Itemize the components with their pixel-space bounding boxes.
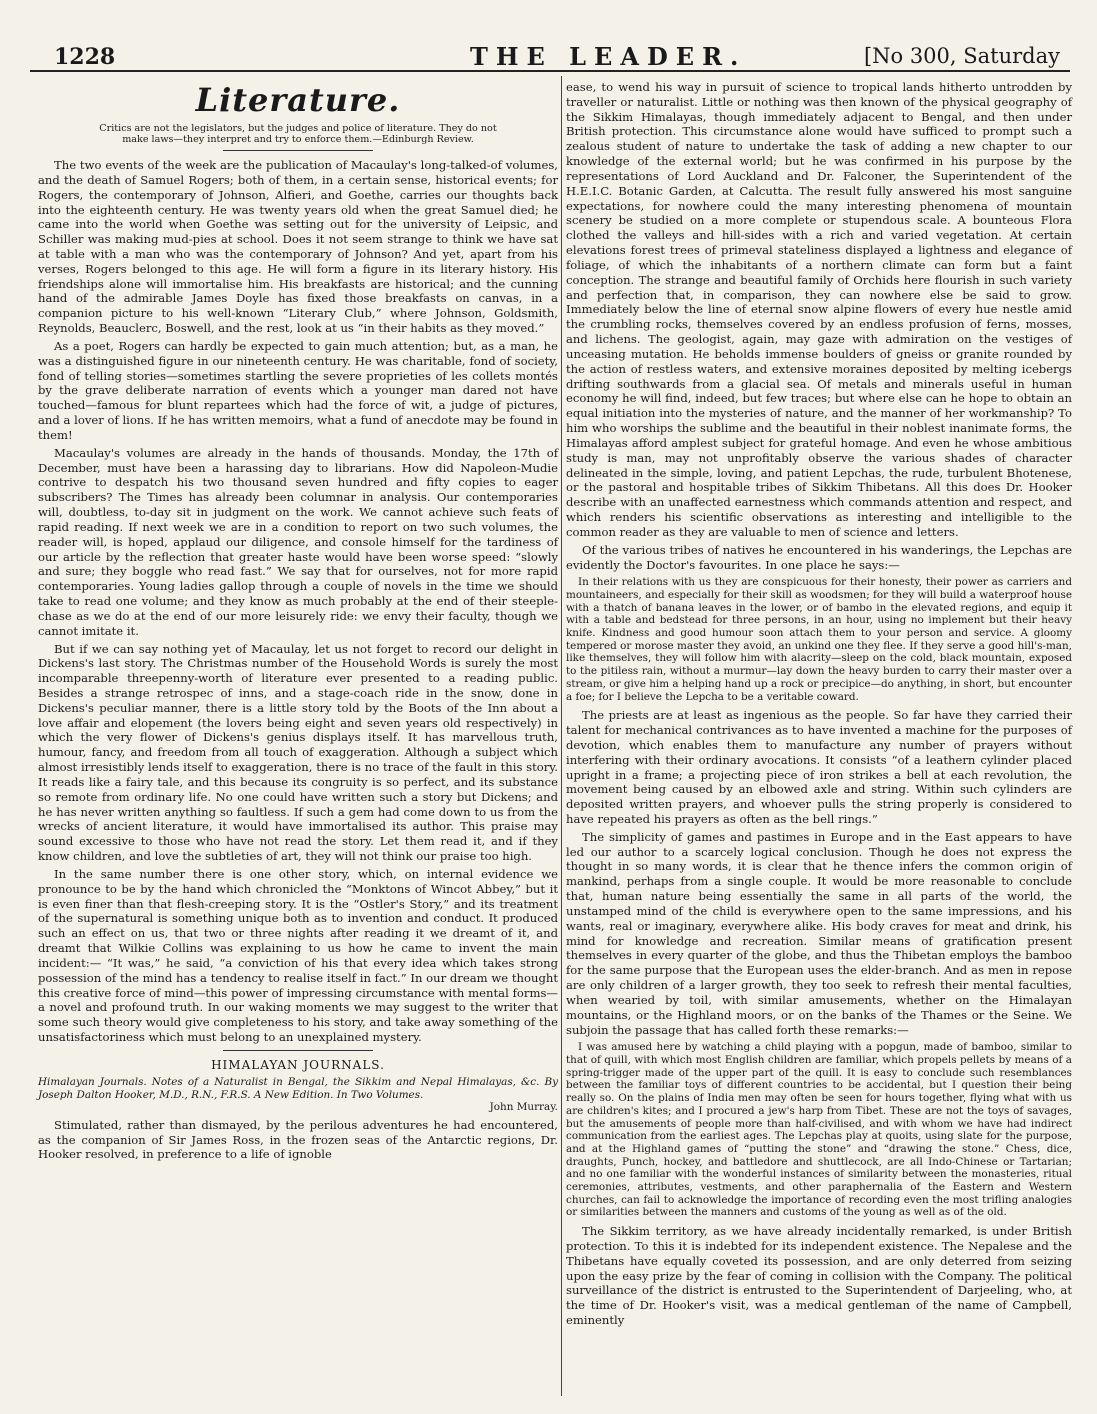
block-quote	[566, 1041, 1072, 1219]
left-column	[38, 78, 558, 1165]
section-rule	[223, 150, 373, 151]
section-title: Literature.	[195, 81, 401, 119]
paragraph: ease, to wend his way in pursuit of science to tropical lands hitherto untrodden by traveller or naturalist. Little or nothing was then known of the physical geography of the Sikkim Himalayas, though immediately adjacent to Bengal, and then under British protection. This circumstance alone would have sufficed to prompt such a zealous student of nature to undertake the task of adding a new chapter to our knowledge of the external world; but he was confirmed in his purpose by the representations of Lord Auckland and Dr. Falconer, the Superintendent of the H.E.I.C. Botanic Garden, at Calcutta. The result fully answered his most sanguine expectations, for nowhere could the many interesting phenomena of mountain scenery be studied on a more complete or stupendous scale. A bounteous Flora clothed the valleys and hill-sides with a rich and varied vegetation. At certain elevations forest trees of primeval stateliness displayed a lightness and elegance of foliage, of which the inhabitants of a northern climate can form but a faint conception. The strange and beautiful family of Orchids here flourish in such variety and perfection that, in comparison, they can nowhere else be said to grow. Immediately below the line of eternal snow alpine flowers of every hue nestle amid the crumbling rocks, themselves covered by an endless profusion of ferns, mosses, and lichens. The geologist, again, may gaze with admiration on the vestiges of unceasing mutation. He beholds immense boulders of gneiss or granite rounded by the action of restless waters, and extensive moraines deposited by melting icebergs drifting southwards from a glacial sea. Of metals and minerals useful in human economy he will find, indeed, but few traces; but where else can he hope to obtain an equal initiation into the mysteries of nature, and the manner of her workmanship? To him who worships the sublime and the beautiful in their noblest inanimate forms, the Himalayas afford amplest subject for grateful homage. And even he whose ambitious study is man, may not unprofitably observe the various shades of character delineated in the simple, loving, and patient Lepchas, the rude, turbulent Bhotenese, or the pastoral and hospitable tribes of Sikkim Thibetans. All this does Dr. Hooker describe with an unaffected earnestness which commands attention and respect, and which renders his scientific observations as interesting and intelligible to the common reader as they are valuable to men of science and letters.	[566, 80, 1072, 539]
paragraph: The two events of the week are the publication of Macaulay's long-talked-of volumes, and the death of Samuel Rogers; both of them, in a certain sense, historical events; for Rogers, the contemporary of Johnson, Alfieri, and Goethe, carries our thoughts back into the eighteenth century. He was twenty years old when the great Samuel died; he came into the world when Goethe was setting out for the university of Leipsic, and Schiller was making mud-pies at school. Does it not seem strange to think we have sat at table with a man who was the contemporary of Johnson? And yet, apart from his verses, Rogers belonged to this age. He will form a figure in its literary history. His friendships alone will immortalise him. His breakfasts are historical; and the cunning hand of the admirable James Doyle has fixed those breakfasts on canvas, in a companion picture to his well-known “Literary Club,” where Johnson, Goldsmith, Reynolds, Beauclerc, Boswell, and the rest, look at us “in their habits as they moved.”	[38, 158, 558, 336]
epigraph	[38, 123, 558, 145]
review-rule	[223, 1050, 373, 1051]
issue-label: [No 300, Saturday	[863, 44, 1060, 68]
publisher: John Murray.	[489, 1101, 558, 1114]
review-bibliography	[38, 1076, 558, 1113]
paragraph: Macaulay's volumes are already in the hands of thousands. Monday, the 17th of December, must have been a harassing day to librarians. How did Napoleon-Mudie contrive to despatch his two thousand seven hundred and fifty copies to eager subscribers? The Times has already been columnar in analysis. Our contemporaries will, doubtless, to-day sit in judgment on the work. We cannot achieve such feats of rapid reading. If next week we are in a condition to report on two such volumes, the reader will, is hoped, applaud our diligence, and console himself for the tardiness of our article by the reflection that greater haste would have been worse speed: “slowly and sure; they boggle who read fast.” We say that for ourselves, not for more rapid contemporaries. Young ladies gallop through a couple of novels in the time we should take to read one volume; and they know as much probably at the end of their steeple-chase as we do at the end of our more leisurely ride: we envy their faculty, though we cannot imitate it.	[38, 445, 558, 638]
page-number: 1228	[54, 44, 116, 70]
paragraph: The Sikkim territory, as we have already incidentally remarked, is under British protection. To this it is indebted for its independent existence. The Nepalese and the Thibetans have equally coveted its possession, and are only deterred from seizing upon the easy prize by the fear of coming in collision with the Company. The political surveillance of the district is entrusted to the Superintendent of Darjeeling, who, at the time of Dr. Hooker's visit, was a medical gentleman of the name of Campbell, eminently	[566, 1224, 1072, 1328]
quote-text: I was amused here by watching a child playing with a popgun, made of bamboo, similar to that of quill, with which most English children are familiar, which propels pellets by means of a spring-trigger made of the upper part of the quill. It is easy to conclude such resemblances between the familiar toys of different countries to be accidental, but I question their being really so. On the plains of India men may often be seen for hours together, flying what with us are children's kites; and I procured a jew's harp from Tibet. These are not the toys of savages, but the amusements of people more than half-civilised, and with whom we have had indirect communication from the earliest ages. The Lepchas play at quoits, using slate for the purpose, and at the Highland games of “putting the stone” and “drawing the stone.” Chess, dice, draughts, Punch, hockey, and battledore and shuttlecock, are all Indo-Chinese or Tartarian; and no one familiar with the wonderful instances of similarity between the monasteries, ritual ceremonies, attributes, vestments, and other paraphernalia of the Eastern and Western churches, can fail to acknowledge the importance of recording even the most trifling analogies or similarities between the manners and customs of the young as well as of the old.	[566, 1041, 1072, 1219]
review-heading: HIMALAYAN JOURNALS.	[211, 1057, 385, 1072]
paragraph: The simplicity of games and pastimes in Europe and in the East appears to have led our author to a scarcely logical conclusion. Though he does not express the thought in so many words, it is clear that he thence infers the common origin of mankind, perhaps from a single couple. It would be more reasonable to conclude that, human nature being essentially the same in all parts of the world, the unstamped mind of the child is everywhere open to the same impressions, and his wants, real or imaginary, everywhere alike. His body craves for meat and drink, his mind for knowledge and recreation. Similar means of gratification present themselves in every quarter of the globe, and thus the Thibetan employs the bamboo for the same purpose that the European uses the elder-branch. And as men in repose are only children of a larger growth, they too seek to refresh their mental faculties, when wearied by toil, with similar amusements, whether on the Himalayan mountains, or the Highland moors, or on the banks of the Thames or the Seine. We subjoin the passage that has called forth these remarks:—	[566, 829, 1072, 1037]
masthead	[30, 40, 1070, 72]
bibliography-text: Himalayan Journals. Notes of a Naturalist in Bengal, the Sikkim and Nepal Himalayas, &c. By Joseph Dalton Hooker, M.D., R.N., F.R.S. A New Edition. In Two Volumes.	[38, 1076, 558, 1101]
epigraph-line-1: Critics are not the legislators, but the judges and police of literature. They do not	[99, 122, 497, 134]
paragraph: The priests are at least as ingenious as the people. So far have they carried their talent for mechanical contrivances as to have invented a machine for the purposes of devotion, which enables them to manufacture any number of prayers without interfering with their ordinary avocations. It consists “of a leathern cylinder placed upright in a frame; a projecting piece of iron strikes a bell at each revolution, the movement being caused by an elbowed axle and string. Within such cylinders are deposited written prayers, and whoever pulls the string properly is considered to have repeated his prayers as often as the bell rings.”	[566, 708, 1072, 826]
paragraph: In the same number there is one other story, which, on internal evidence we pronounce to be by the hand which chronicled the “Monktons of Wincot Abbey,” but it is even finer than that flesh-creeping story. It is the “Ostler's Story,” and its treatment of the supernatural is something unique both as to invention and conduct. It produced such an effect on us, that two or three nights after reading it we dreamt of it, and dreamt that Wilkie Collins was explaining to us how he came to invent the main incident:— “It was,” he said, “a conviction of his that every idea which takes strong possession of the mind has a tendency to realise itself in fact.” In our dream we thought this creative force of mind—this power of impressing circumstance with mental forms—a novel and profound truth. In our waking moments we may suggest to the writer that some such theory would give completeness to his story, and take away something of the unsatisfactoriness which must belong to an unexplained mystery.	[38, 866, 558, 1045]
epigraph-line-2: make laws—they interpret and try to enforce them.—Edinburgh Review.	[122, 133, 474, 145]
right-column	[566, 80, 1072, 1331]
block-quote	[566, 576, 1072, 703]
newspaper-title: THE LEADER.	[470, 42, 747, 71]
paragraph: Of the various tribes of natives he encountered in his wanderings, the Lepchas are evidently the Doctor's favourites. In one place he says:—	[566, 542, 1072, 572]
quote-text: In their relations with us they are conspicuous for their honesty, their power as carriers and mountaineers, and especially for their skill as woodsmen; for they will build a waterproof house with a thatch of banana leaves in the lower, or of bambo in the elevated regions, and equip it with a table and bedstead for three persons, in an hour, using no implement but their heavy knife. Kindness and good humour soon attach them to your person and service. A gloomy tempered or morose master they avoid, an unkind one they flee. If they serve a good hill's-man, like themselves, they will follow him with alacrity—sleep on the cold, black mountain, exposed to the pitiless rain, without a murmur—lay down the heavy burden to carry their master over a stream, or give him a helping hand up a rock or precipice—do anything, in short, but encounter a foe; for I believe the Lepcha to be a veritable coward.	[566, 576, 1072, 703]
review-opening: Stimulated, rather than dismayed, by the perilous adventures he had encountered, as the companion of Sir James Ross, in the frozen seas of the Antarctic regions, Dr. Hooker resolved, in preference to a life of ignoble	[38, 1117, 558, 1162]
paragraph: As a poet, Rogers can hardly be expected to gain much attention; but, as a man, he was a distinguished figure in our nineteenth century. He was charitable, fond of society, fond of telling stories—sometimes startling the severe proprieties of les collets montés by the grave deliberate narration of events which a younger man dared not have touched—famous for blunt repartees which had the force of wit, a judge of pictures, and a lover of lions. If he has written memoirs, what a fund of anecdote may be found in them!	[38, 338, 558, 442]
column-divider	[561, 76, 562, 1396]
paragraph: But if we can say nothing yet of Macaulay, let us not forget to record our delight in Dickens's last story. The Christmas number of the Household Words is surely the most incomparable threepenny-worth of literature ever presented to a reading public. Besides a strange retrospec of inns, and a stage-coach ride in the snow, done in Dickens's peculiar manner, there is a little story told by the Boots of the Inn about a love affair and elopement (the lovers being eight and seven years old respectively) in which the very flower of Dickens's genius displays itself. It has marvellous truth, humour, fancy, and freedom from all touch of exaggeration. Although a subject which almost irresistibly lends itself to exaggeration, there is no trace of the fault in this story. It reads like a fairy tale, and this because its congruity is so perfect, and its substance so remote from ordinary life. No one could have written such a story but Dickens; and he has never written anything so faultless. If such a gem had come down to us from the wrecks of ancient literature, it would have immortalised its author. This praise may sound excessive to those who have not read the story. Let them read it, and if they know children, and love the subtleties of art, they will not think our praise too high.	[38, 641, 558, 864]
